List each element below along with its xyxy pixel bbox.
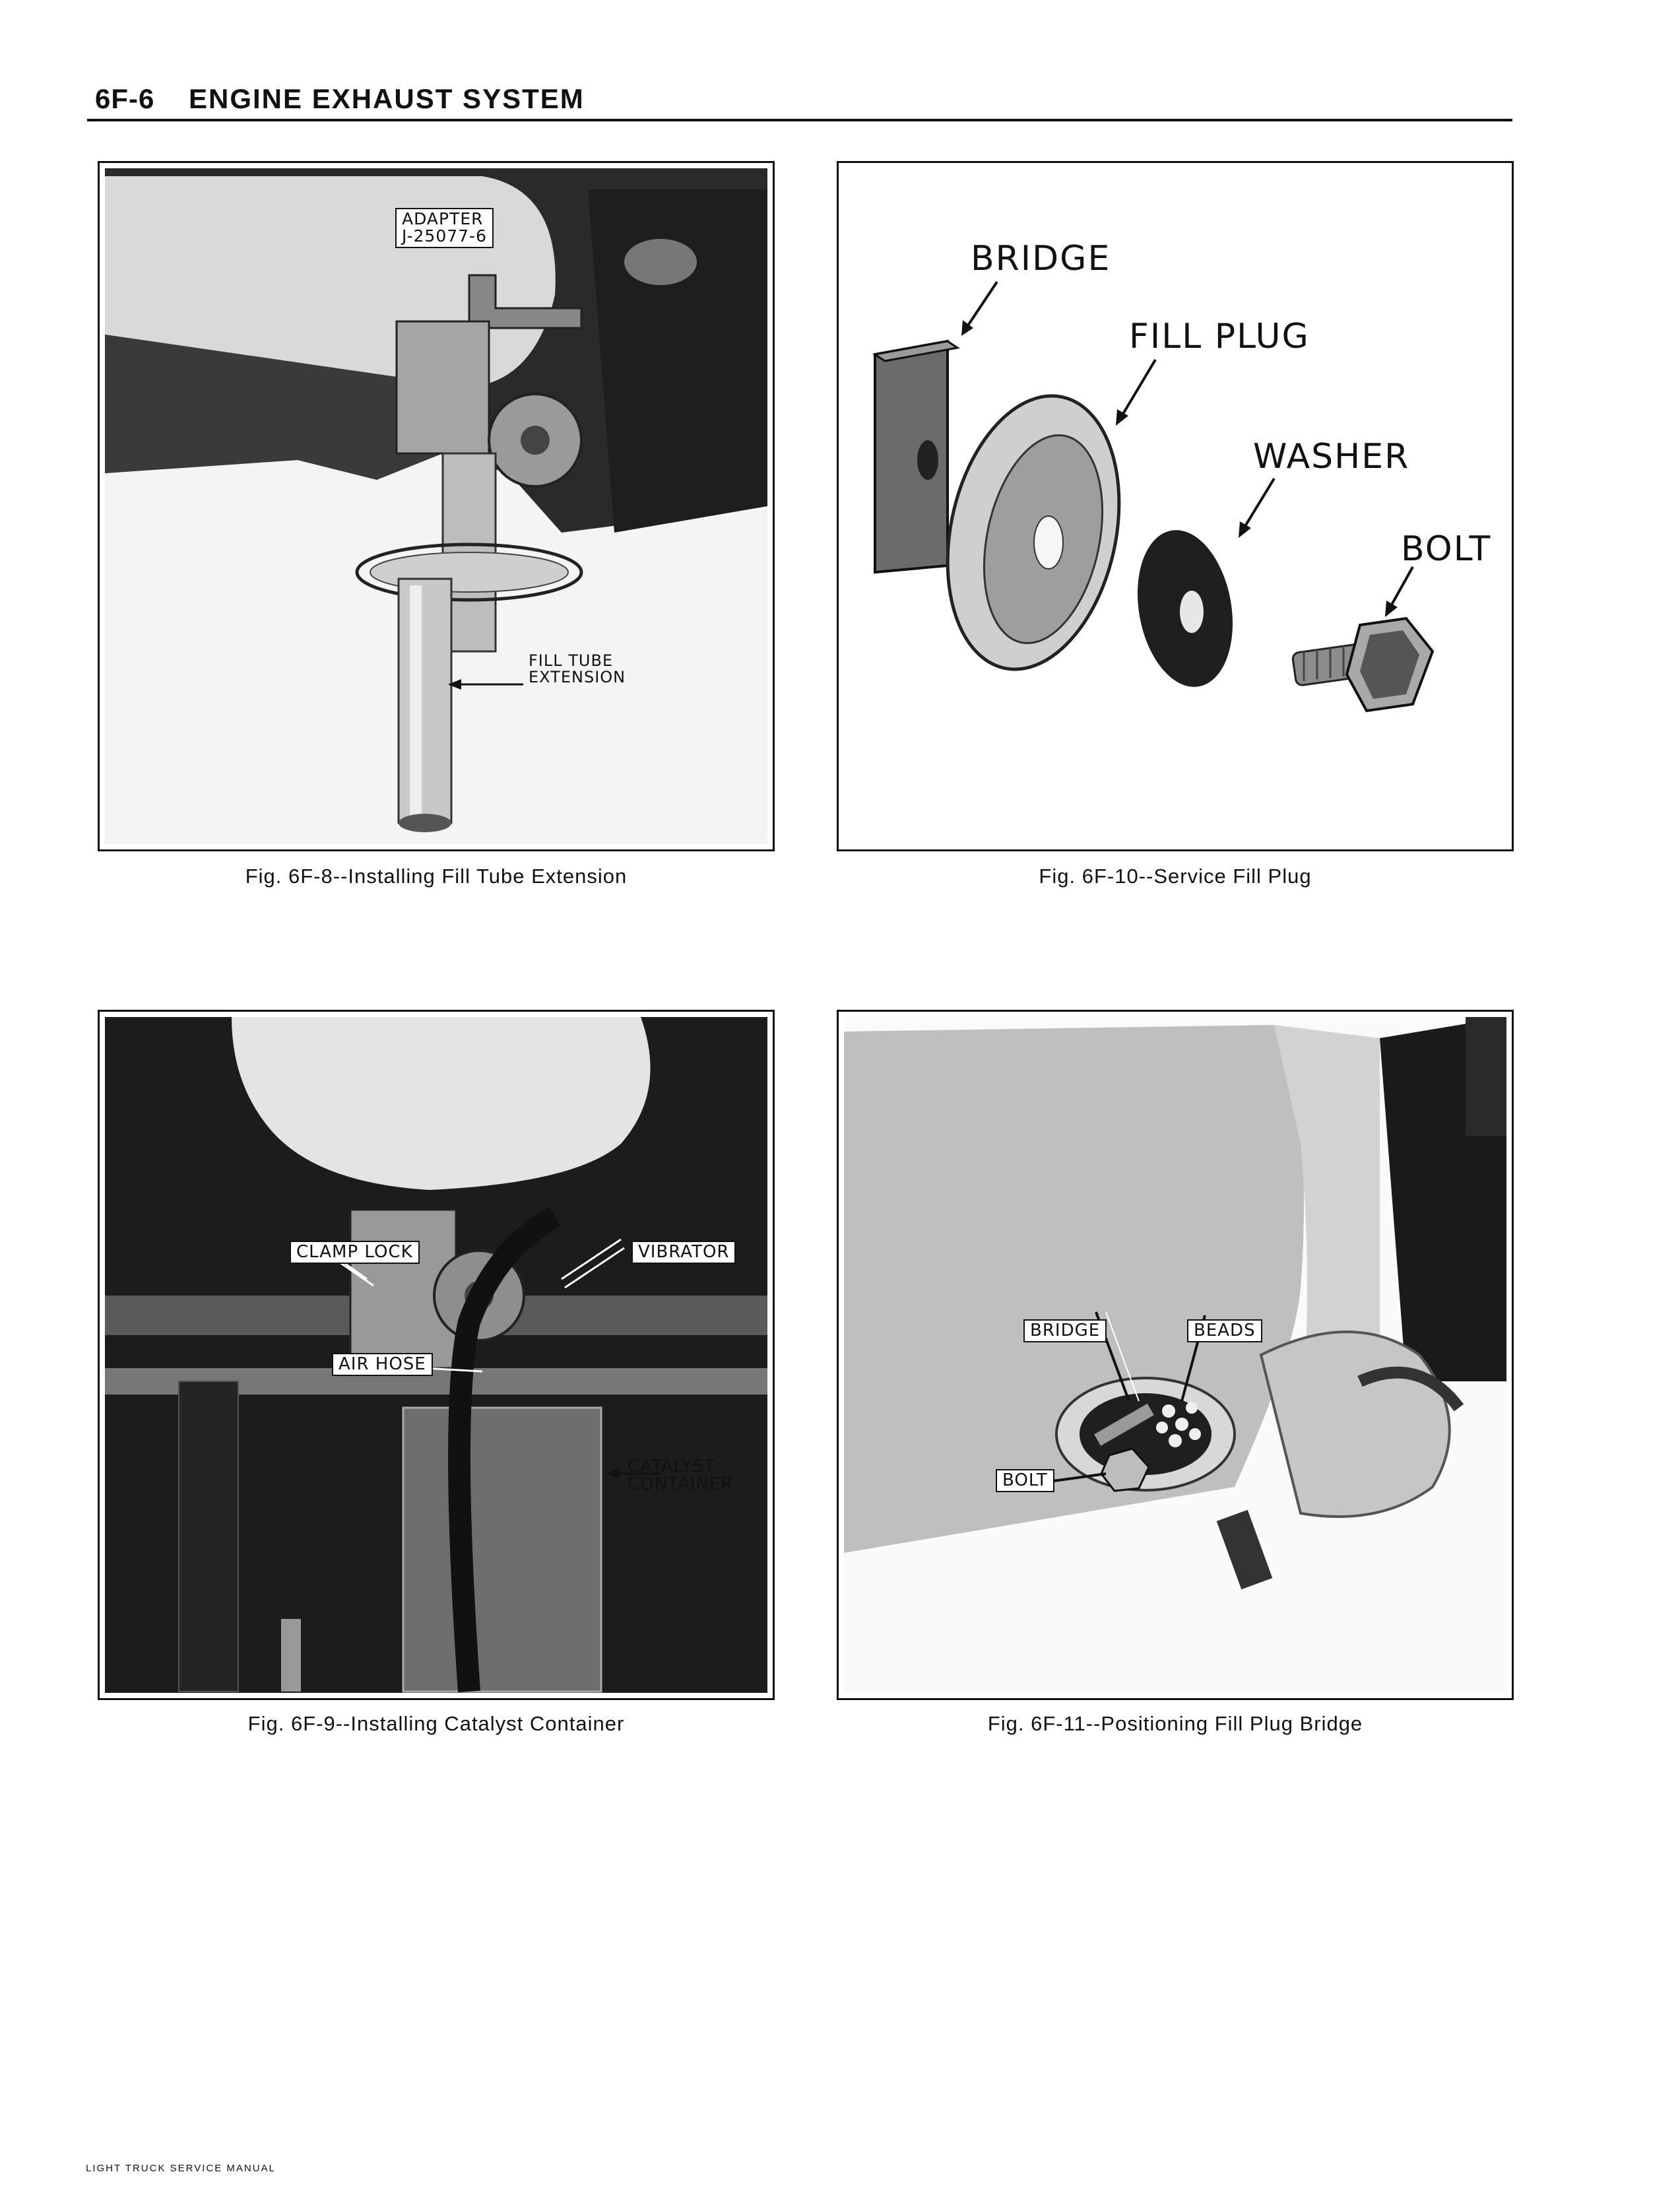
- fill-tube-extension-label: FILL TUBE EXTENSION: [529, 651, 626, 687]
- bolt-label: BOLT: [996, 1469, 1054, 1492]
- catalyst-container-label: CATALYST CONTAINER: [628, 1457, 734, 1495]
- fill-plug-bridge-photo: [839, 1012, 1512, 1698]
- figure-6f-11-caption: Fig. 6F-11--Positioning Fill Plug Bridge: [987, 1712, 1363, 1735]
- figure-6f-8-caption: Fig. 6F-8--Installing Fill Tube Extension: [245, 865, 628, 888]
- page-number: 6F-6: [95, 83, 155, 114]
- fill-tube-extension-photo: [100, 163, 773, 849]
- figure-6f-8: [98, 161, 775, 851]
- fill-plug-label: FILL PLUG: [1129, 317, 1310, 356]
- page-footer: LIGHT TRUCK SERVICE MANUAL: [86, 2163, 276, 2174]
- figure-6f-10: [837, 161, 1514, 851]
- catalyst-container-photo: [100, 1012, 773, 1698]
- vibrator-label: VIBRATOR: [631, 1241, 736, 1264]
- bridge-label: BRIDGE: [971, 239, 1111, 279]
- figure-6f-10-caption: Fig. 6F-10--Service Fill Plug: [1039, 865, 1312, 888]
- header-rule: [87, 119, 1512, 121]
- figure-6f-9: [98, 1010, 775, 1700]
- air-hose-label: AIR HOSE: [332, 1353, 433, 1376]
- figure-6f-9-caption: Fig. 6F-9--Installing Catalyst Container: [247, 1712, 625, 1735]
- beads-label: BEADS: [1187, 1319, 1262, 1342]
- clamp-lock-label: CLAMP LOCK: [290, 1241, 420, 1264]
- adapter-label: ADAPTER J-25077-6: [395, 208, 494, 248]
- bolt-label: BOLT: [1401, 529, 1492, 569]
- section-title: ENGINE EXHAUST SYSTEM: [189, 83, 585, 114]
- bridge-label: BRIDGE: [1023, 1319, 1107, 1342]
- service-fill-plug-photo: [839, 163, 1512, 849]
- page-header: [87, 78, 1512, 117]
- washer-label: WASHER: [1253, 437, 1410, 477]
- figure-6f-11: [837, 1010, 1514, 1700]
